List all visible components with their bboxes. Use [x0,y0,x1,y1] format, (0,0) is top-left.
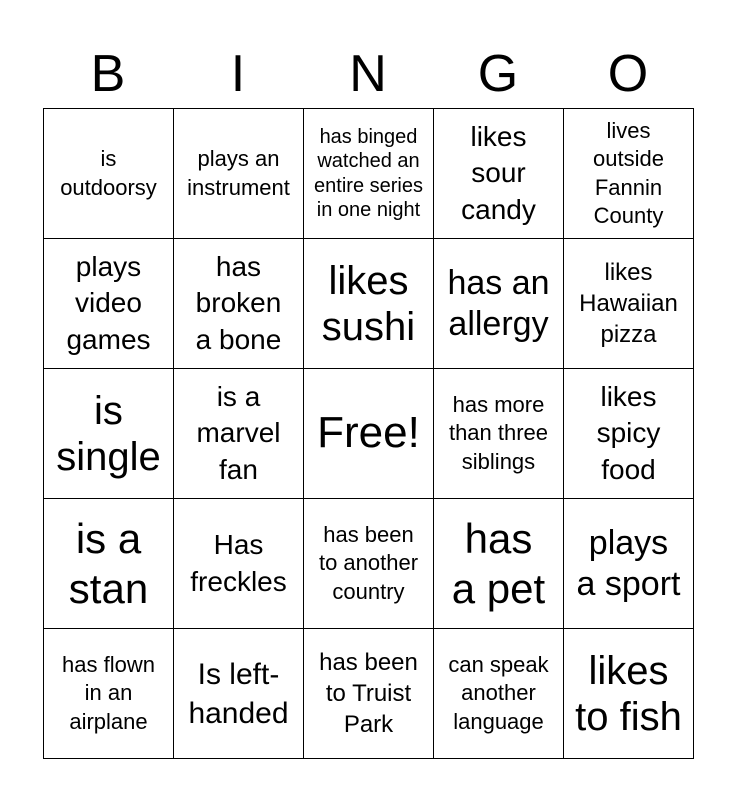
bingo-cell[interactable]: plays video games [44,239,174,369]
header-letter-n: N [349,45,387,103]
bingo-cell[interactable]: likes sushi [304,239,434,369]
header-letter-i: I [230,45,246,103]
header-letter-o: O [607,45,649,103]
bingo-cell[interactable]: plays an instrument [174,109,304,239]
bingo-cell[interactable]: has binged watched an entire series in one night [304,109,434,239]
bingo-cell[interactable]: has been to another country [304,499,434,629]
bingo-cell[interactable]: has been to Truist Park [304,629,434,759]
bingo-cell[interactable]: likes sour candy [434,109,564,239]
bingo-cell[interactable]: Has freckles [174,499,304,629]
bingo-cell[interactable]: has more than three siblings [434,369,564,499]
bingo-cell[interactable]: is outdoorsy [44,109,174,239]
bingo-cell[interactable]: has flown in an airplane [44,629,174,759]
bingo-cell[interactable]: likes Hawaiian pizza [564,239,694,369]
bingo-cell[interactable]: plays a sport [564,499,694,629]
bingo-cell[interactable]: has a pet [434,499,564,629]
header-letter-g: G [477,45,519,103]
bingo-cell[interactable]: Is left- handed [174,629,304,759]
bingo-cell[interactable]: likes spicy food [564,369,694,499]
bingo-grid [43,108,694,759]
bingo-cell[interactable]: has broken a bone [174,239,304,369]
header-letter-b: B [90,45,126,103]
bingo-cell[interactable]: can speak another language [434,629,564,759]
bingo-cell[interactable]: is single [44,369,174,499]
bingo-cell[interactable]: has an allergy [434,239,564,369]
bingo-cell[interactable]: is a stan [44,499,174,629]
bingo-cell[interactable]: lives outside Fannin County [564,109,694,239]
bingo-cell[interactable]: is a marvel fan [174,369,304,499]
bingo-free-space[interactable]: Free! [304,369,434,499]
bingo-cell[interactable]: likes to fish [564,629,694,759]
bingo-header [43,40,693,108]
